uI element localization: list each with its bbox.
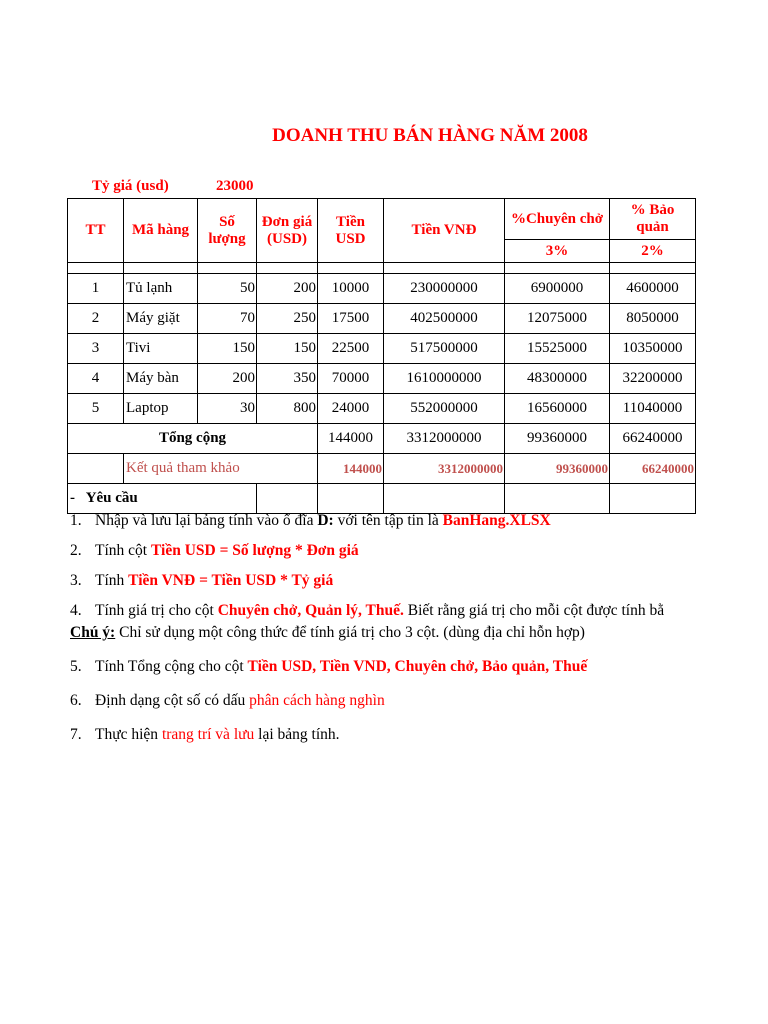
reference-row <box>68 454 696 484</box>
cell-so-luong: 50 <box>198 274 257 304</box>
total-tien-usd: 144000 <box>318 424 384 454</box>
cell-tt: 3 <box>68 334 124 364</box>
header-tt: TT <box>68 199 124 263</box>
reference-tien-usd: 144000 <box>318 454 384 484</box>
requirement-item-3: 3. Tính Tiền VNĐ = Tiền USD * Tỷ giá <box>70 572 334 589</box>
total-row <box>68 424 696 454</box>
header-tien-vnd: Tiền VNĐ <box>384 199 505 263</box>
cell-tien-vnd: 1610000000 <box>384 364 505 394</box>
cell-don-gia: 350 <box>257 364 318 394</box>
requirement-item-6: 6. Định dạng cột số có dấu phân cách hàng nghìn <box>70 692 385 709</box>
exchange-rate-value: 23000 <box>216 178 254 194</box>
cell-don-gia: 250 <box>257 304 318 334</box>
header-row <box>68 199 696 240</box>
cell-tt: 2 <box>68 304 124 334</box>
cell-bao-quan: 10350000 <box>610 334 696 364</box>
requirement-note: Chú ý: Chỉ sử dụng một công thức để tính giá trị cho 3 cột. (dùng địa chỉ hỗn hợp) <box>70 624 585 641</box>
cell-ma-hang: Tivi <box>124 334 198 364</box>
cell-tt: 4 <box>68 364 124 394</box>
reference-tien-vnd: 3312000000 <box>384 454 505 484</box>
cell-tien-vnd: 402500000 <box>384 304 505 334</box>
requirement-item-2: 2. Tính cột Tiền USD = Số lượng * Đơn giá <box>70 542 359 559</box>
requirements-heading: - Yêu cầu <box>68 484 257 514</box>
table-row <box>68 394 696 424</box>
cell-don-gia: 150 <box>257 334 318 364</box>
cell-so-luong: 200 <box>198 364 257 394</box>
cell-tien-usd: 24000 <box>318 394 384 424</box>
total-chuyen-cho: 99360000 <box>505 424 610 454</box>
reference-chuyen-cho: 99360000 <box>505 454 610 484</box>
header-chuyen-cho: %Chuyên chở <box>505 199 610 240</box>
percent-bao-quan: 2% <box>610 240 696 263</box>
cell-bao-quan: 4600000 <box>610 274 696 304</box>
reference-label: Kết quả tham khảo <box>124 454 318 484</box>
cell-bao-quan: 32200000 <box>610 364 696 394</box>
cell-tien-vnd: 230000000 <box>384 274 505 304</box>
requirement-item-5: 5. Tính Tổng cộng cho cột Tiền USD, Tiền VND, Chuyên chở, Bảo quản, Thuế <box>70 658 588 675</box>
header-tien-usd: Tiền USD <box>318 199 384 263</box>
cell-don-gia: 200 <box>257 274 318 304</box>
cell-tien-vnd: 517500000 <box>384 334 505 364</box>
header-don-gia: Đơn giá (USD) <box>257 199 318 263</box>
cell-bao-quan: 8050000 <box>610 304 696 334</box>
cell-tien-usd: 17500 <box>318 304 384 334</box>
cell-chuyen-cho: 6900000 <box>505 274 610 304</box>
percent-chuyen-cho: 3% <box>505 240 610 263</box>
total-tien-vnd: 3312000000 <box>384 424 505 454</box>
reference-bao-quan: 66240000 <box>610 454 696 484</box>
cell-don-gia: 800 <box>257 394 318 424</box>
table-row <box>68 364 696 394</box>
cell-tien-usd: 10000 <box>318 274 384 304</box>
table-row <box>68 334 696 364</box>
header-bao-quan: % Bảo quản <box>610 199 696 240</box>
cell-tien-usd: 70000 <box>318 364 384 394</box>
table-row <box>68 274 696 304</box>
cell-tien-usd: 22500 <box>318 334 384 364</box>
page-title: DOANH THU BÁN HÀNG NĂM 2008 <box>272 125 588 146</box>
cell-so-luong: 70 <box>198 304 257 334</box>
cell-tt: 1 <box>68 274 124 304</box>
cell-ma-hang: Laptop <box>124 394 198 424</box>
table-row <box>68 304 696 334</box>
requirement-item-7: 7. Thực hiện trang trí và lưu lại bảng tính. <box>70 726 340 743</box>
cell-tien-vnd: 552000000 <box>384 394 505 424</box>
cell-so-luong: 150 <box>198 334 257 364</box>
requirement-item-1: 1. Nhập và lưu lại bảng tính vào ổ đĩa D: với tên tập tin là BanHang.XLSX <box>70 512 551 529</box>
cell-chuyen-cho: 12075000 <box>505 304 610 334</box>
header-so-luong: Số lượng <box>198 199 257 263</box>
cell-chuyen-cho: 16560000 <box>505 394 610 424</box>
requirements-header-row <box>68 484 696 514</box>
sales-table <box>67 198 696 514</box>
cell-ma-hang: Tủ lạnh <box>124 274 198 304</box>
total-bao-quan: 66240000 <box>610 424 696 454</box>
exchange-rate-label: Tỷ giá (usd) <box>92 178 169 194</box>
cell-bao-quan: 11040000 <box>610 394 696 424</box>
cell-ma-hang: Máy giặt <box>124 304 198 334</box>
cell-chuyen-cho: 48300000 <box>505 364 610 394</box>
cell-ma-hang: Máy bàn <box>124 364 198 394</box>
cell-tt: 5 <box>68 394 124 424</box>
cell-chuyen-cho: 15525000 <box>505 334 610 364</box>
header-ma-hang: Mã hàng <box>124 199 198 263</box>
cell-so-luong: 30 <box>198 394 257 424</box>
total-label: Tổng cộng <box>68 424 318 454</box>
requirement-item-4: 4. Tính giá trị cho cột Chuyên chở, Quản lý, Thuế. Biết rằng giá trị cho mỗi cột được tính bằ <box>70 602 665 619</box>
spacer-row <box>68 263 696 274</box>
